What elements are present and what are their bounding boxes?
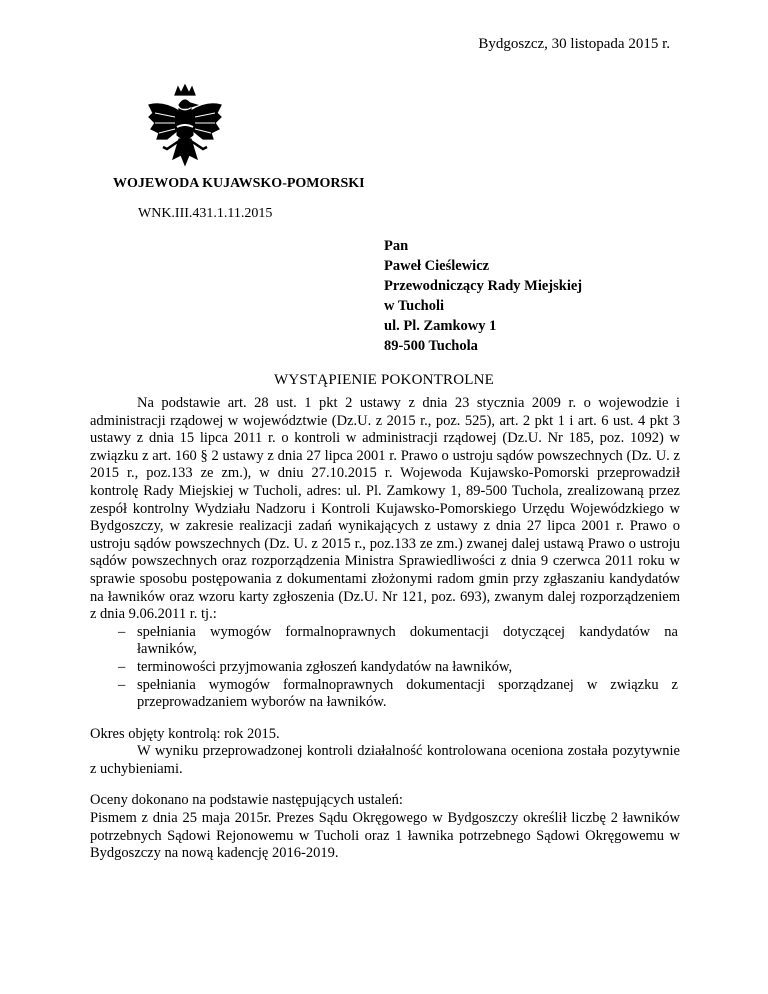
polish-eagle-emblem-icon xyxy=(145,83,225,175)
dash-bullet: – xyxy=(118,658,126,675)
list-item xyxy=(90,659,678,677)
addressee-line: 89-500 Tuchola xyxy=(384,338,478,354)
findings-paragraph: Pismem z dnia 25 maja 2015r. Prezes Sądu Okręgowego w Bydgoszczy określił liczbę 2 ławników potrzebnych Sądowi Rejonowemu w Tucholi oraz 1 ławnika potrzebnego Sądowi Okręgowemu w Bydgoszczy na nową kadencję 2016-2019. xyxy=(90,810,680,862)
control-period: Okres objęty kontrolą: rok 2015. xyxy=(90,725,280,742)
intro-paragraph: Na podstawie art. 28 ust. 1 pkt 2 ustawy z dnia 23 stycznia 2009 r. o wojewodzie i administracji rządowej w województwie (Dz.U. z 2015 r., poz. 525), art. 2 pkt 1 i art. 6 ust. 4 pkt 3 ustawy z dnia 15 lipca 2011 r. o kontroli w administracji rządowej (Dz.U. Nr 185, poz. 1092) w związku z art. 160 § 2 ustawy z dnia 27 lipca 2001 r. Prawo o ustroju sądów powszechnych (Dz. U. z 2015 r., poz.133 ze zm.), w dniu 27.10.2015 r. Wojewoda Kujawsko-Pomorski przeprowadził kontrolę Rady Miejskiej w Tucholi, adres: ul. Pl. Zamkowy 1, 89-500 Tuchola, zrealizowaną przez zespół kontrolny Wydziału Nadzoru i Kontroli Kujawsko-Pomorskiego Urzędu Wojewódzkiego w Bydgoszczy, w zakresie realizacji zadań wynikających z ustawy z dnia 27 lipca 2001 r. Prawo o ustroju sądów powszechnych (Dz. U. z 2015 r., poz.133 ze zm.) zwanej dalej ustawą Prawo o ustroju sądów powszechnych oraz rozporządzenia Ministra Sprawiedliwości z dnia 9 czerwca 2011 roku w sprawie sposobu postępowania z dokumentami złożonymi radom gmin przy zgłaszaniu kandydatów na ławników oraz wzoru karty zgłoszenia (Dz.U. Nr 121, poz. 693), zwanym dalej rozporządzeniem z dnia 9.06.2011 r. tj.: xyxy=(90,395,680,623)
list-item xyxy=(90,624,678,659)
addressee-line: ul. Pl. Zamkowy 1 xyxy=(384,318,497,334)
document-body xyxy=(90,395,680,863)
findings-intro: Oceny dokonano na podstawie następujących ustaleń: xyxy=(90,792,403,809)
addressee-line: w Tucholi xyxy=(384,298,445,314)
list-item xyxy=(90,677,678,712)
letter-date: Bydgoszcz, 30 listopada 2015 r. xyxy=(478,36,670,52)
list-item-text: terminowości przyjmowania zgłoszeń kandydatów na ławników, xyxy=(137,658,513,675)
addressee-line: Paweł Cieślewicz xyxy=(384,258,490,274)
addressee-block xyxy=(384,236,582,356)
control-result: W wyniku przeprowadzonej kontroli działalność kontrolowana oceniona została pozytywnie z uchybieniami. xyxy=(90,743,680,777)
scope-list xyxy=(90,624,680,712)
dash-bullet: – xyxy=(118,676,126,693)
addressee-line: Przewodniczący Rady Miejskiej xyxy=(384,278,583,294)
reference-number: WNK.III.431.1.11.2015 xyxy=(138,206,273,221)
dash-bullet: – xyxy=(118,623,126,640)
document-title: WYSTĄPIENIE POKONTROLNE xyxy=(274,372,494,388)
list-item-text: spełniania wymogów formalnoprawnych dokumentacji sporządzanej w związku z przeprowadzaniem wyborów na ławników. xyxy=(137,676,678,711)
list-item-text: spełniania wymogów formalnoprawnych dokumentacji dotyczącej kandydatów na ławników, xyxy=(137,623,678,658)
authority-name: WOJEWODA KUJAWSKO-POMORSKI xyxy=(113,176,365,191)
addressee-line: Pan xyxy=(384,238,409,254)
